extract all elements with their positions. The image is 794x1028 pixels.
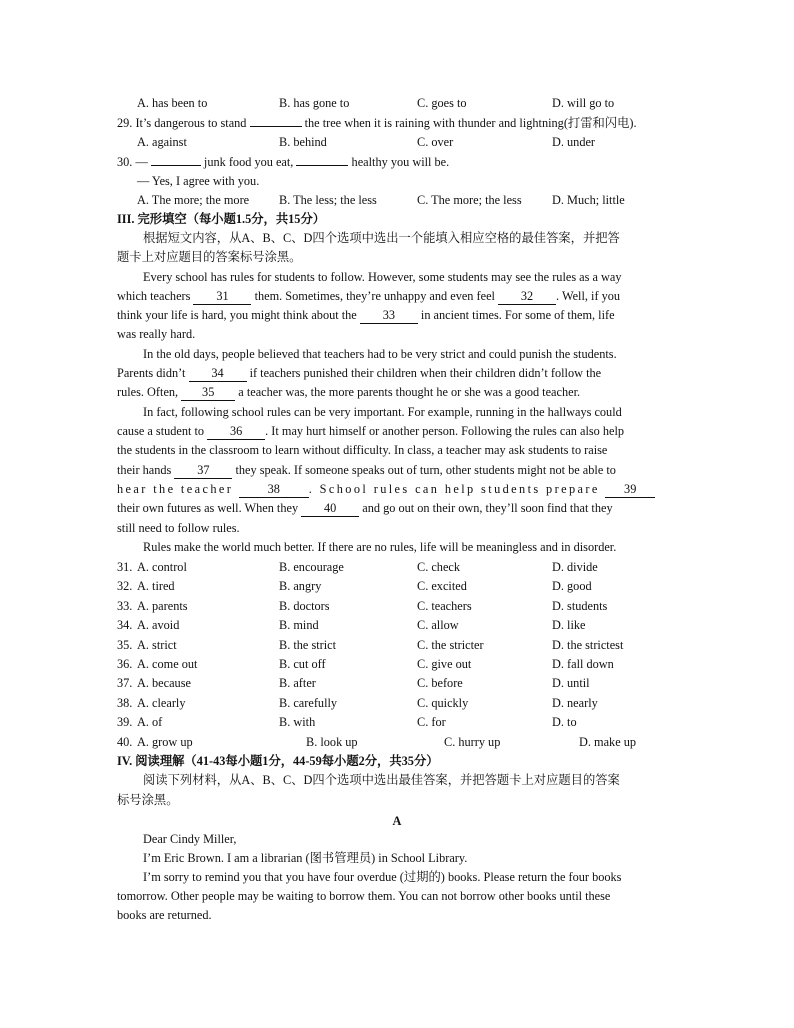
passage-text: a teacher was, the more parents thought he or she was a good teacher. bbox=[238, 385, 581, 399]
passage-text: cause a student to bbox=[117, 424, 205, 438]
blank-38: 38 bbox=[239, 482, 309, 498]
passage-text: which teachers bbox=[117, 289, 191, 303]
blank-35: 35 bbox=[181, 385, 235, 401]
cloze-option-d: D. like bbox=[552, 618, 586, 632]
passage-text: Parents didn’t bbox=[117, 366, 186, 380]
passage-text: . Well, if you bbox=[556, 289, 621, 303]
section-3-instruction-1: 根据短文内容，从A、B、C、D四个选项中选出一个能填入相应空格的最佳答案，并把答 bbox=[143, 231, 620, 245]
cloze-option-d: D. make up bbox=[579, 735, 637, 749]
passage-line: still need to follow rules. bbox=[117, 521, 240, 535]
cloze-option-c: C. check bbox=[417, 560, 461, 574]
q28-option-c: C. goes to bbox=[417, 96, 467, 110]
letter-greeting: Dear Cindy Miller, bbox=[143, 832, 237, 846]
cloze-option-b: B. the strict bbox=[279, 638, 337, 652]
q30-option-c: C. The more; the less bbox=[417, 193, 522, 207]
cloze-option-number: 40. bbox=[117, 735, 133, 749]
cloze-option-b: B. cut off bbox=[279, 657, 326, 671]
passage-line: Every school has rules for students to follow. However, some students may see the rules as a way bbox=[143, 270, 622, 284]
q30-blank-1 bbox=[151, 165, 201, 166]
cloze-option-c: C. excited bbox=[417, 579, 467, 593]
cloze-option-b: B. after bbox=[279, 676, 316, 690]
cloze-option-c: C. the stricter bbox=[417, 638, 484, 652]
passage-text: in ancient times. For some of them, life bbox=[420, 308, 615, 322]
passage-line: was really hard. bbox=[117, 327, 196, 341]
cloze-option-d: D. the strictest bbox=[552, 638, 624, 652]
q30-text-mid1: junk food you eat, bbox=[203, 155, 294, 169]
cloze-option-number: 38. bbox=[117, 696, 133, 710]
cloze-option-number: 31. bbox=[117, 560, 133, 574]
cloze-option-a: A. of bbox=[137, 715, 163, 729]
cloze-option-b: B. encourage bbox=[279, 560, 344, 574]
q28-option-b: B. has gone to bbox=[279, 96, 350, 110]
q29-blank bbox=[250, 126, 302, 127]
cloze-option-a: A. avoid bbox=[137, 618, 180, 632]
cloze-option-c: C. give out bbox=[417, 657, 472, 671]
letter-line: books are returned. bbox=[117, 908, 212, 922]
letter-line: I’m sorry to remind you that you have four overdue (过期的) books. Please return the four books bbox=[143, 870, 622, 884]
cloze-option-number: 36. bbox=[117, 657, 133, 671]
passage-line: In fact, following school rules can be very important. For example, running in the hallways could bbox=[143, 405, 622, 419]
q29-option-d: D. under bbox=[552, 135, 596, 149]
q29-text-after: the tree when it is raining with thunder and lightning(打雷和闪电). bbox=[304, 116, 637, 130]
cloze-option-a: A. tired bbox=[137, 579, 175, 593]
cloze-option-number: 37. bbox=[117, 676, 133, 690]
q28-option-d: D. will go to bbox=[552, 96, 615, 110]
passage-line: the students in the classroom to learn without difficulty. In class, a teacher may ask students to raise bbox=[117, 443, 608, 457]
q29-number: 29. bbox=[117, 116, 133, 130]
cloze-option-d: D. nearly bbox=[552, 696, 598, 710]
section-4-instruction-2: 标号涂黑。 bbox=[117, 793, 179, 807]
cloze-option-b: B. carefully bbox=[279, 696, 338, 710]
q30-dash: — bbox=[135, 155, 148, 169]
passage-a-label: A bbox=[392, 814, 402, 828]
passage-line bbox=[117, 480, 655, 499]
passage-line bbox=[117, 306, 615, 325]
blank-40: 40 bbox=[301, 501, 359, 517]
cloze-option-b: B. doctors bbox=[279, 599, 330, 613]
cloze-option-b: B. with bbox=[279, 715, 316, 729]
q30-text-mid2: healthy you will be. bbox=[351, 155, 450, 169]
blank-36: 36 bbox=[207, 424, 265, 440]
cloze-option-number: 39. bbox=[117, 715, 133, 729]
cloze-option-a: A. grow up bbox=[137, 735, 193, 749]
cloze-option-a: A. strict bbox=[137, 638, 177, 652]
cloze-option-a: A. come out bbox=[137, 657, 198, 671]
cloze-option-number: 33. bbox=[117, 599, 133, 613]
passage-line bbox=[117, 499, 613, 518]
section-4-instruction-1: 阅读下列材料，从A、B、C、D四个选项中选出最佳答案，并把答题卡上对应题目的答案 bbox=[143, 773, 620, 787]
cloze-option-c: C. before bbox=[417, 676, 463, 690]
cloze-option-number: 35. bbox=[117, 638, 133, 652]
cloze-option-c: C. teachers bbox=[417, 599, 472, 613]
cloze-option-c: C. quickly bbox=[417, 696, 469, 710]
section-3-instruction-2: 题卡上对应题目的答案标号涂黑。 bbox=[117, 250, 302, 264]
section-4-heading: IV. 阅读理解（41-43每小题1分，44-59每小题2分，共35分） bbox=[117, 754, 439, 768]
passage-line bbox=[117, 287, 620, 306]
passage-text: . School rules can help students prepare bbox=[308, 482, 600, 496]
cloze-option-b: B. look up bbox=[306, 735, 358, 749]
q30-option-b: B. The less; the less bbox=[279, 193, 377, 207]
q30-reply: — Yes, I agree with you. bbox=[137, 174, 260, 188]
passage-text: . It may hurt himself or another person. Following the rules can also help bbox=[265, 424, 625, 438]
blank-32: 32 bbox=[498, 289, 556, 305]
letter-line: I’m Eric Brown. I am a librarian (图书管理员) in School Library. bbox=[143, 851, 468, 865]
cloze-option-number: 34. bbox=[117, 618, 133, 632]
blank-33: 33 bbox=[360, 308, 418, 324]
passage-text: they speak. If someone speaks out of turn, other students might not be able to bbox=[235, 463, 616, 477]
cloze-option-d: D. until bbox=[552, 676, 590, 690]
q29-option-a: A. against bbox=[137, 135, 187, 149]
passage-line: Rules make the world much better. If there are no rules, life will be meaningless and in disorder. bbox=[143, 540, 617, 554]
cloze-option-d: D. fall down bbox=[552, 657, 614, 671]
q28-option-a: A. has been to bbox=[137, 96, 208, 110]
cloze-option-c: C. allow bbox=[417, 618, 459, 632]
section-3-heading: III. 完形填空（每小题1.5分，共15分） bbox=[117, 212, 326, 226]
q29-option-c: C. over bbox=[417, 135, 454, 149]
letter-line: tomorrow. Other people may be waiting to borrow them. You can not borrow other books until these bbox=[117, 889, 611, 903]
cloze-option-a: A. control bbox=[137, 560, 187, 574]
passage-text: think your life is hard, you might think about the bbox=[117, 308, 357, 322]
passage-text: hear the teacher bbox=[117, 482, 234, 496]
passage-text: them. Sometimes, they’re unhappy and even feel bbox=[254, 289, 495, 303]
q29-stem bbox=[117, 114, 637, 133]
passage-line bbox=[117, 364, 601, 383]
blank-34: 34 bbox=[189, 366, 247, 382]
q30-number: 30. bbox=[117, 155, 133, 169]
cloze-option-d: D. students bbox=[552, 599, 608, 613]
cloze-option-c: C. for bbox=[417, 715, 446, 729]
passage-text: their hands bbox=[117, 463, 172, 477]
passage-line: In the old days, people believed that teachers had to be very strict and could punish the students. bbox=[143, 347, 617, 361]
cloze-option-c: C. hurry up bbox=[444, 735, 501, 749]
cloze-option-number: 32. bbox=[117, 579, 133, 593]
q30-option-d: D. Much; little bbox=[552, 193, 625, 207]
cloze-option-b: B. mind bbox=[279, 618, 319, 632]
passage-line bbox=[117, 422, 624, 441]
q29-text-before: It’s dangerous to stand bbox=[135, 116, 247, 130]
passage-line bbox=[117, 383, 580, 402]
passage-text: their own futures as well. When they bbox=[117, 501, 299, 515]
cloze-option-d: D. good bbox=[552, 579, 592, 593]
q30-option-a: A. The more; the more bbox=[137, 193, 250, 207]
blank-31: 31 bbox=[193, 289, 251, 305]
blank-39: 39 bbox=[605, 482, 655, 498]
cloze-option-a: A. clearly bbox=[137, 696, 186, 710]
passage-text: and go out on their own, they’ll soon find that they bbox=[362, 501, 613, 515]
cloze-option-d: D. divide bbox=[552, 560, 598, 574]
cloze-option-a: A. because bbox=[137, 676, 191, 690]
cloze-option-b: B. angry bbox=[279, 579, 322, 593]
passage-text: if teachers punished their children when their children didn’t follow the bbox=[249, 366, 602, 380]
q30-blank-2 bbox=[296, 165, 348, 166]
cloze-option-d: D. to bbox=[552, 715, 577, 729]
passage-line bbox=[117, 461, 616, 480]
blank-37: 37 bbox=[174, 463, 232, 479]
q30-stem bbox=[117, 153, 449, 172]
passage-text: rules. Often, bbox=[117, 385, 179, 399]
cloze-option-a: A. parents bbox=[137, 599, 188, 613]
q29-option-b: B. behind bbox=[279, 135, 327, 149]
